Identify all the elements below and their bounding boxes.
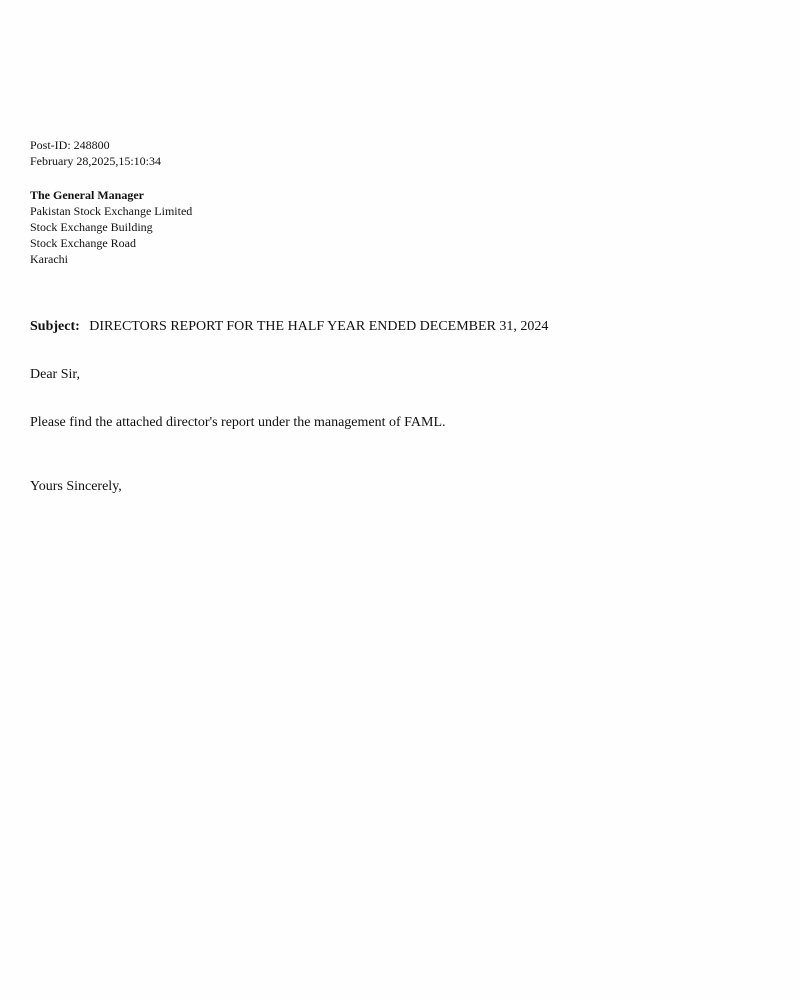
salutation: Dear Sir, (30, 367, 80, 382)
subject-text: DIRECTORS REPORT FOR THE HALF YEAR ENDED DECEMBER 31, 2024 (89, 319, 549, 334)
post-id: Post-ID: 248800 (30, 138, 110, 152)
address-line: Stock Exchange Road (30, 236, 136, 250)
recipient-address (30, 187, 192, 267)
address-line: Pakistan Stock Exchange Limited (30, 204, 193, 218)
subject-line (30, 318, 548, 336)
address-line: Karachi (30, 252, 68, 266)
post-datetime: February 28,2025,15:10:34 (30, 154, 161, 168)
closing: Yours Sincerely, (30, 479, 122, 494)
recipient-title: The General Manager (30, 188, 144, 202)
subject-label: Subject: (30, 319, 80, 334)
address-line: Stock Exchange Building (30, 220, 153, 234)
letter-meta (30, 137, 161, 169)
message-body: Please find the attached director's report under the management of FAML. (30, 415, 446, 430)
